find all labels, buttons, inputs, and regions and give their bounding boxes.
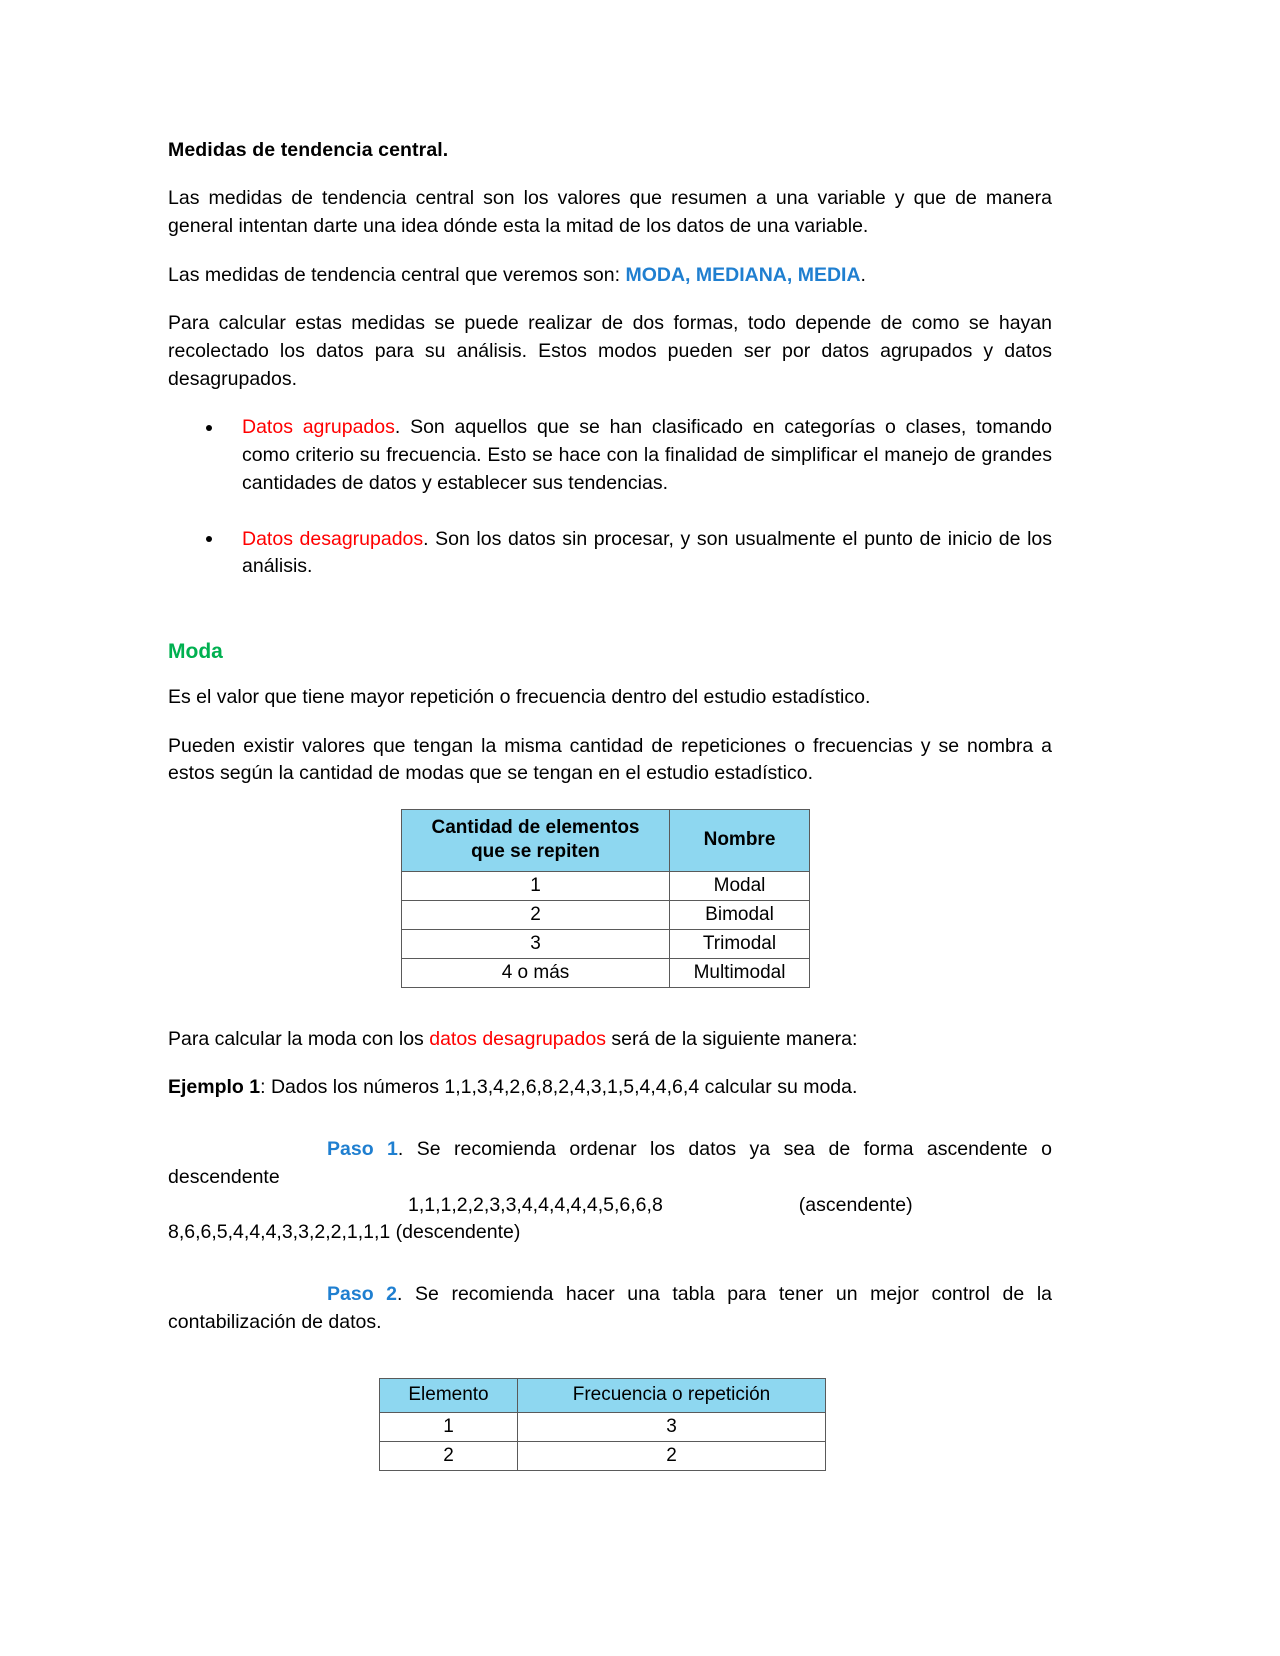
step2-block xyxy=(168,1281,1052,1336)
table-header-row xyxy=(380,1379,826,1412)
calc-suffix: será de la siguiente manera: xyxy=(605,1027,858,1050)
descending-sequence-line: 8,6,6,5,4,4,4,3,3,2,2,1,1,1 (descendente) xyxy=(168,1221,521,1244)
table-cell: 2 xyxy=(518,1441,826,1470)
moda-multiple-modes: Pueden existir valores que tengan la misma cantidad de repeticiones o frecuencias y se nombra a estos según la cantidad de modas que se tengan en el estudio estadístico. xyxy=(168,734,1052,785)
bullet-term: Datos desagrupados xyxy=(242,527,424,550)
forms-paragraph: Para calcular estas medidas se puede realizar de dos formas, todo depende de como se hayan recolectado los datos para su análisis. Estos modos pueden ser por datos agrupados y datos desagrupados. xyxy=(168,312,1052,390)
table-cell: 3 xyxy=(518,1412,826,1441)
step1-paragraph xyxy=(168,1136,1052,1191)
measures-highlight: MODA, MEDIANA, MEDIA xyxy=(625,263,861,286)
section-heading-moda: Moda xyxy=(168,639,223,663)
table-header-cell: Elemento xyxy=(380,1379,518,1412)
measures-suffix: . xyxy=(860,263,866,286)
table-header-cell: Nombre xyxy=(670,810,810,872)
table-cell: 2 xyxy=(380,1441,518,1470)
list-item xyxy=(168,526,1052,581)
spacer xyxy=(168,988,1052,1026)
table-header-cell: Cantidad de elementos que se repiten xyxy=(402,810,670,872)
table-frecuencia xyxy=(379,1378,826,1470)
ascending-note: (ascendente) xyxy=(798,1193,913,1216)
step1-text: . Se recomienda ordenar los datos ya sea de forma ascendente o descendente xyxy=(168,1138,1053,1188)
table-cell: 2 xyxy=(402,900,670,929)
measures-paragraph xyxy=(168,262,1052,290)
document-content xyxy=(168,138,1052,1471)
step1-block xyxy=(168,1136,1052,1247)
table-cell: 1 xyxy=(402,871,670,900)
intro-paragraph: Las medidas de tendencia central son los valores que resumen a una variable y que de manera general intentan darte una idea dónde esta la mitad de los datos de una variable. xyxy=(168,187,1052,238)
bullet-text: . Son aquellos que se han clasificado en categorías o clases, tomando como criterio su frecuencia. Esto se hace con la finalidad de simplificar el manejo de grandes cantidades de datos y establecer sus tendencias. xyxy=(242,416,1052,494)
measures-prefix: Las medidas de tendencia central que veremos son: xyxy=(168,263,626,286)
table-cell: 1 xyxy=(380,1412,518,1441)
ascending-values: 1,1,1,2,2,3,3,4,4,4,4,4,5,6,6,8 xyxy=(408,1193,663,1216)
bullet-text: . Son los datos sin procesar, y son usualmente el punto de inicio de los análisis. xyxy=(242,527,1052,578)
bullet-point-icon xyxy=(206,425,212,431)
moda-definition: Es el valor que tiene mayor repetición o frecuencia dentro del estudio estadístico. xyxy=(168,686,871,709)
step1-label: Paso 1 xyxy=(327,1138,398,1161)
calc-moda-paragraph xyxy=(168,1026,1052,1054)
data-types-list xyxy=(168,414,1052,580)
page-title: Medidas de tendencia central. xyxy=(168,139,449,161)
bullet-term: Datos agrupados xyxy=(242,416,395,439)
table-header-cell: Frecuencia o repetición xyxy=(518,1379,826,1412)
table-row xyxy=(380,1412,826,1441)
ascending-sequence-line xyxy=(168,1192,1052,1220)
table-cell: Multimodal xyxy=(670,958,810,987)
bullet-point-icon xyxy=(206,536,212,542)
table-cell: Trimodal xyxy=(670,929,810,958)
table-row xyxy=(402,929,810,958)
list-item xyxy=(168,414,1052,497)
table-row xyxy=(402,871,810,900)
step2-paragraph xyxy=(168,1281,1052,1336)
table-modas xyxy=(401,809,810,988)
table-row xyxy=(380,1441,826,1470)
table-row xyxy=(402,900,810,929)
step2-label: Paso 2 xyxy=(327,1282,398,1305)
calc-prefix: Para calcular la moda con los xyxy=(168,1027,430,1050)
table-cell: 3 xyxy=(402,929,670,958)
table-modas-wrapper xyxy=(401,809,1052,988)
example-text: : Dados los números 1,1,3,4,2,6,8,2,4,3,1,5,4,4,6,4 calcular su moda. xyxy=(260,1076,858,1099)
table-row xyxy=(402,958,810,987)
table-cell: 4 o más xyxy=(402,958,670,987)
example-paragraph xyxy=(168,1074,1052,1102)
table-header-row xyxy=(402,810,810,872)
table-cell: Modal xyxy=(670,871,810,900)
step2-text: . Se recomienda hacer una tabla para tener un mejor control de la contabilización de datos. xyxy=(168,1282,1052,1333)
calc-highlight: datos desagrupados xyxy=(429,1027,606,1050)
example-label: Ejemplo 1 xyxy=(168,1076,261,1099)
table-cell: Bimodal xyxy=(670,900,810,929)
table-frecuencia-wrapper xyxy=(379,1378,1052,1470)
